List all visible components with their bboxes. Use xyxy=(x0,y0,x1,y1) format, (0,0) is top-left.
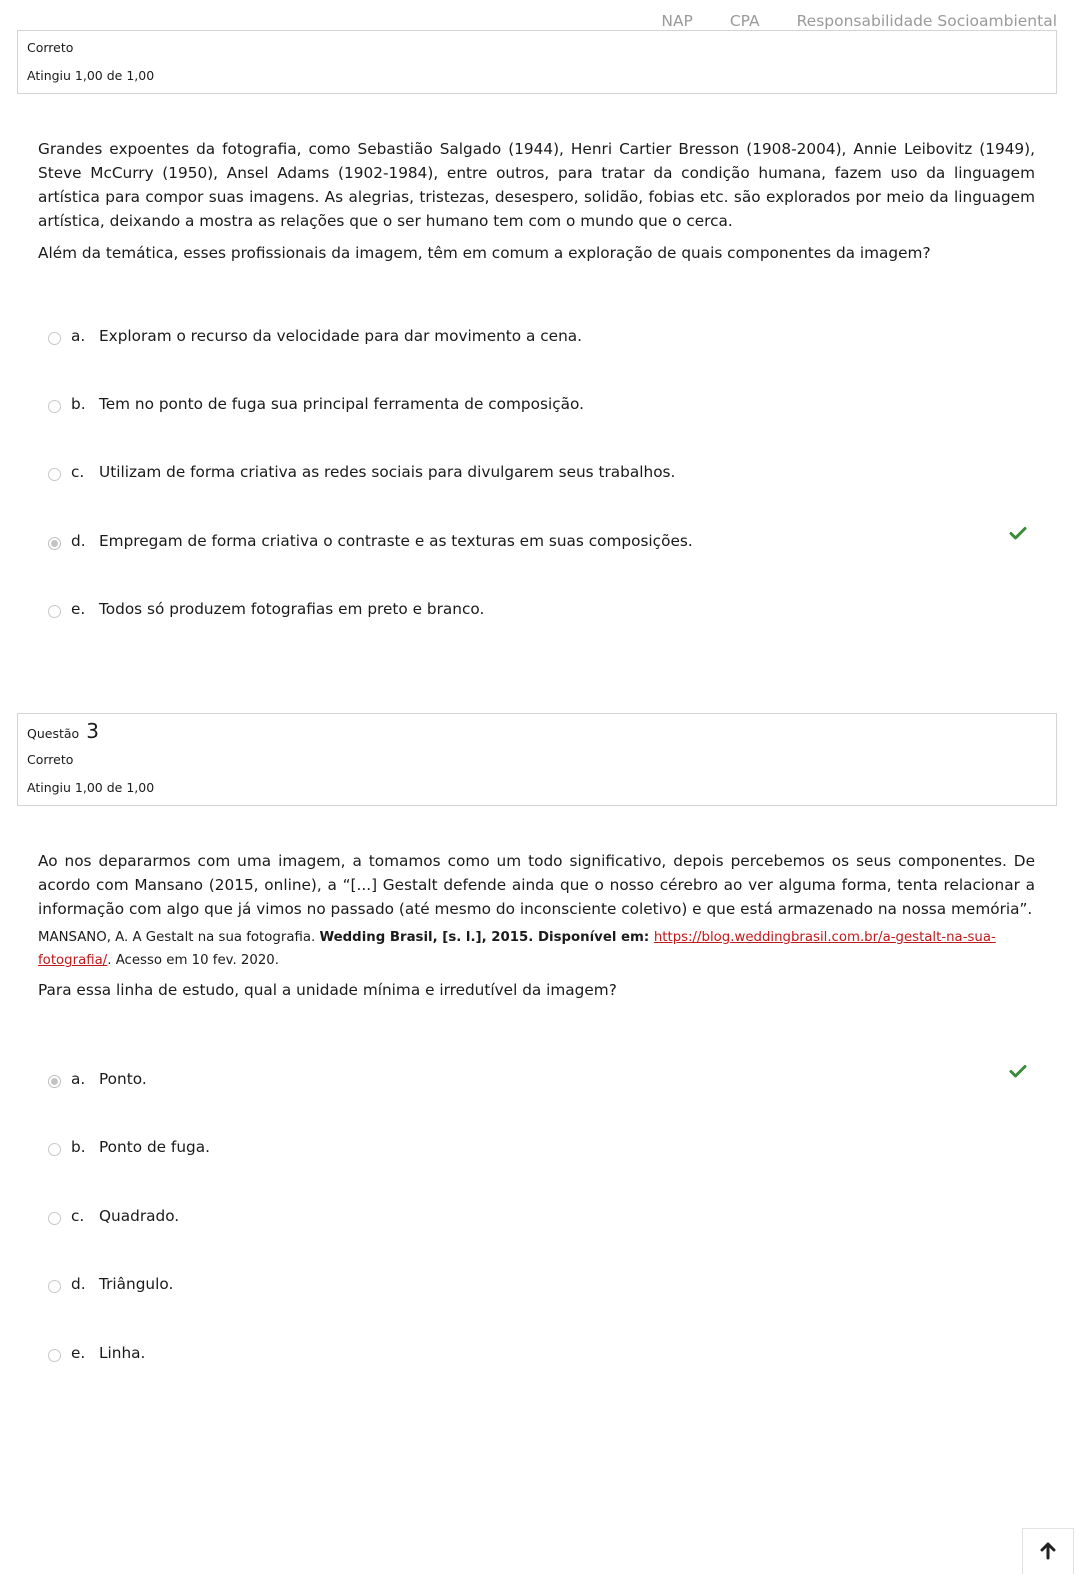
q3-option-d-radio[interactable] xyxy=(48,1280,61,1293)
q3-option-e-letter: e. xyxy=(71,1344,86,1362)
q2-option-a-letter: a. xyxy=(71,327,86,345)
reference-author: MANSANO, A. A Gestalt na sua fotografia. xyxy=(38,930,320,945)
q3-option-d-letter: d. xyxy=(71,1275,86,1293)
correct-check-icon xyxy=(1009,1062,1027,1080)
q3-option-b-text: Ponto de fuga. xyxy=(99,1138,210,1156)
reference-link[interactable]: https://blog.weddingbrasil.com.br/a-gestalt-na-sua-fotografia/ xyxy=(38,930,996,968)
question-2-grade: Atingiu 1,00 de 1,00 xyxy=(27,68,155,83)
q3-option-c-text: Quadrado. xyxy=(99,1207,180,1225)
question-3-paragraph: Ao nos depararmos com uma imagem, a tomamos como um todo significativo, depois percebemos os seus componentes. De acordo com Mansano (2015, online), a “[...] Gestalt defende ainda que o nosso cérebro ao ver alguma forma, tenta relacionar a informação com algo que já vimos no passado (até mesmo do inconsciente coletivo) e que está armazenado na nossa memória”. xyxy=(38,852,1035,918)
question-2-text xyxy=(38,137,1035,265)
q3-option-a-letter: a. xyxy=(71,1070,86,1088)
nav-responsabilidade[interactable]: Responsabilidade Socioambiental xyxy=(796,12,1057,30)
q3-option-a[interactable] xyxy=(46,1070,1036,1096)
q2-option-e-letter: e. xyxy=(71,600,86,618)
q2-option-a-text: Exploram o recurso da velocidade para dar movimento a cena. xyxy=(99,327,583,345)
q2-option-c-letter: c. xyxy=(71,463,85,481)
q2-option-c-text: Utilizam de forma criativa as redes sociais para divulgarem seus trabalhos. xyxy=(99,463,676,481)
q3-option-b-letter: b. xyxy=(71,1138,86,1156)
q2-option-b-radio[interactable] xyxy=(48,400,61,413)
q2-option-b-letter: b. xyxy=(71,395,86,413)
arrow-up-icon xyxy=(1040,1542,1056,1560)
question-3-label: Questão xyxy=(27,726,80,741)
q2-option-c-radio[interactable] xyxy=(48,468,61,481)
q3-option-d-text: Triângulo. xyxy=(99,1275,174,1293)
top-nav xyxy=(629,12,1057,30)
reference-source: Wedding Brasil, [s. l.], 2015. Disponível em: xyxy=(319,930,654,945)
q2-option-b-text: Tem no ponto de fuga sua principal ferramenta de composição. xyxy=(99,395,584,413)
q2-option-e[interactable] xyxy=(46,600,1036,626)
q3-option-c-radio[interactable] xyxy=(48,1212,61,1225)
back-to-top-button[interactable] xyxy=(1022,1528,1074,1574)
q2-option-d-letter: d. xyxy=(71,532,86,550)
question-2-info xyxy=(17,30,1057,94)
question-2-status: Correto xyxy=(27,40,74,55)
q2-option-d-radio[interactable] xyxy=(48,537,61,550)
question-2-prompt: Além da temática, esses profissionais da imagem, têm em comum a exploração de quais componentes da imagem? xyxy=(38,244,931,262)
question-3-reference xyxy=(38,926,1035,972)
question-3-heading xyxy=(27,719,99,743)
q2-option-a-radio[interactable] xyxy=(48,332,61,345)
question-3-info xyxy=(17,713,1057,806)
q3-option-c[interactable] xyxy=(46,1207,1036,1233)
correct-check-icon xyxy=(1009,524,1027,542)
nav-cpa[interactable]: CPA xyxy=(729,12,760,30)
q2-option-d-text: Empregam de forma criativa o contraste e as texturas em suas composições. xyxy=(99,532,693,550)
q2-option-b[interactable] xyxy=(46,395,1036,421)
q3-option-a-text: Ponto. xyxy=(99,1070,147,1088)
reference-access: . Acesso em 10 fev. 2020. xyxy=(107,953,279,968)
nav-nap[interactable]: NAP xyxy=(661,12,693,30)
question-3-status: Correto xyxy=(27,752,74,767)
question-3-text xyxy=(38,849,1035,1002)
q3-option-e[interactable] xyxy=(46,1344,1036,1370)
q3-option-c-letter: c. xyxy=(71,1207,85,1225)
question-3-number: 3 xyxy=(86,719,100,743)
question-2-paragraph: Grandes expoentes da fotografia, como Sebastião Salgado (1944), Henri Cartier Bresson (1908-2004), Annie Leibovitz (1949), Steve McCurry (1950), Ansel Adams (1902-1984), entre outros, para tratar da condição humana, fazem uso da linguagem artística para compor suas imagens. As alegrias, tristezas, desespero, solidão, fobias etc. são explorados por meio da linguagem artística, deixando a mostra as relações que o ser humano tem com o mundo que o cerca. xyxy=(38,140,1035,230)
question-3-prompt: Para essa linha de estudo, qual a unidade mínima e irredutível da imagem? xyxy=(38,981,617,999)
q3-option-e-radio[interactable] xyxy=(48,1349,61,1362)
q3-option-b-radio[interactable] xyxy=(48,1143,61,1156)
q3-option-b[interactable] xyxy=(46,1138,1036,1164)
q3-option-d[interactable] xyxy=(46,1275,1036,1301)
q3-option-a-radio[interactable] xyxy=(48,1075,61,1088)
q2-option-e-text: Todos só produzem fotografias em preto e branco. xyxy=(99,600,485,618)
q2-option-c[interactable] xyxy=(46,463,1036,489)
q2-option-a[interactable] xyxy=(46,327,1036,353)
question-3-grade: Atingiu 1,00 de 1,00 xyxy=(27,780,155,795)
q3-option-e-text: Linha. xyxy=(99,1344,146,1362)
q2-option-d[interactable] xyxy=(46,532,1036,558)
q2-option-e-radio[interactable] xyxy=(48,605,61,618)
